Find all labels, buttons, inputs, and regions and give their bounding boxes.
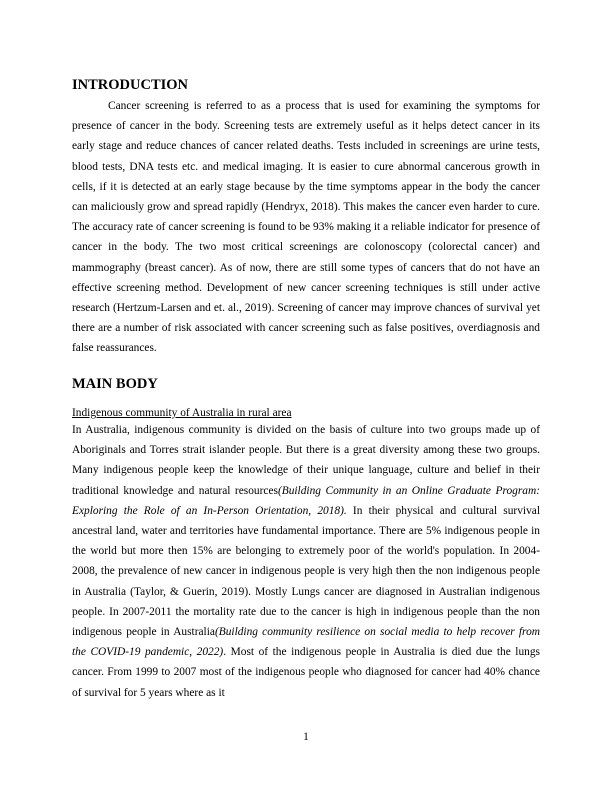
main-text-part-3: . Most of the indigenous people in Australia is died due the lungs cancer. From 1999 to 2007 most of the indigenous people who diagnosed for cancer had 40% chance of survival for 5 years where as it xyxy=(72,646,540,699)
section-subheading: Indigenous community of Australia in rural area xyxy=(72,407,292,419)
main-body-heading: MAIN BODY xyxy=(72,376,158,392)
main-text-part-2: In their physical and cultural survival ancestral land, water and territories have fundamental importance. There are 5% indigenous people in the world but more then 15% are belonging to extremely poor of the world's population. In 2004-2008, the prevalence of new cancer in indigenous people is very high then the non indigenous people in Australia (Taylor, & Guerin, 2019). Mostly Lungs cancer are diagnosed in Australian indigenous people. In 2007-2011 the mortality rate due to the cancer is high in indigenous people than the non indigenous people in Australia xyxy=(72,504,541,639)
introduction-paragraph: Cancer screening is referred to as a process that is used for examining the symptoms for presence of cancer in the body. Screening tests are extremely useful as it helps detect cancer in its early stage and reduce chances of cancer related deaths. Tests included in screenings are urine tests, blood tests, DNA tests etc. and medical imaging. It is easier to cure abnormal cancerous growth in cells, if it is detected at an early stage because by the time symptoms appear in the body the cancer can maliciously grow and spread rapidly (Hendryx, 2018). This makes the cancer even harder to cure. The accuracy rate of cancer screening is found to be 93% making it a reliable indicator for presence of cancer in the body. The two most critical screenings are colonoscopy (colorectal cancer) and mammography (breast cancer). As of now, there are still some types of cancers that do not have an effective screening method. Development of new cancer screening techniques is still under active research (Hertzum-Larsen and et. al., 2019). Screening of cancer may improve chances of survival yet there are a number of risk associated with cancer screening such as false positives, overdiagnosis and false reassurances. xyxy=(72,100,540,355)
citation-building-community: (Building Community in an Online Graduate Program: Exploring the Role of an In-Person Orientation, 2018). xyxy=(72,484,540,517)
citation-community-resilience: (Building community resilience on social media to help recover from the COVID-19 pandemic, 2022) xyxy=(72,626,540,659)
main-text-part-1: In Australia, indigenous community is divided on the basis of culture into two groups made up of Aboriginals and Torres strait islander people. But there is a great diversity among these two groups. Many indigenous people keep the knowledge of their unique language, culture and belief in their traditional knowledge and natural resources xyxy=(72,424,540,497)
introduction-heading: INTRODUCTION xyxy=(72,77,189,93)
page-number: 1 xyxy=(303,731,309,743)
main-body-paragraph xyxy=(72,420,540,703)
